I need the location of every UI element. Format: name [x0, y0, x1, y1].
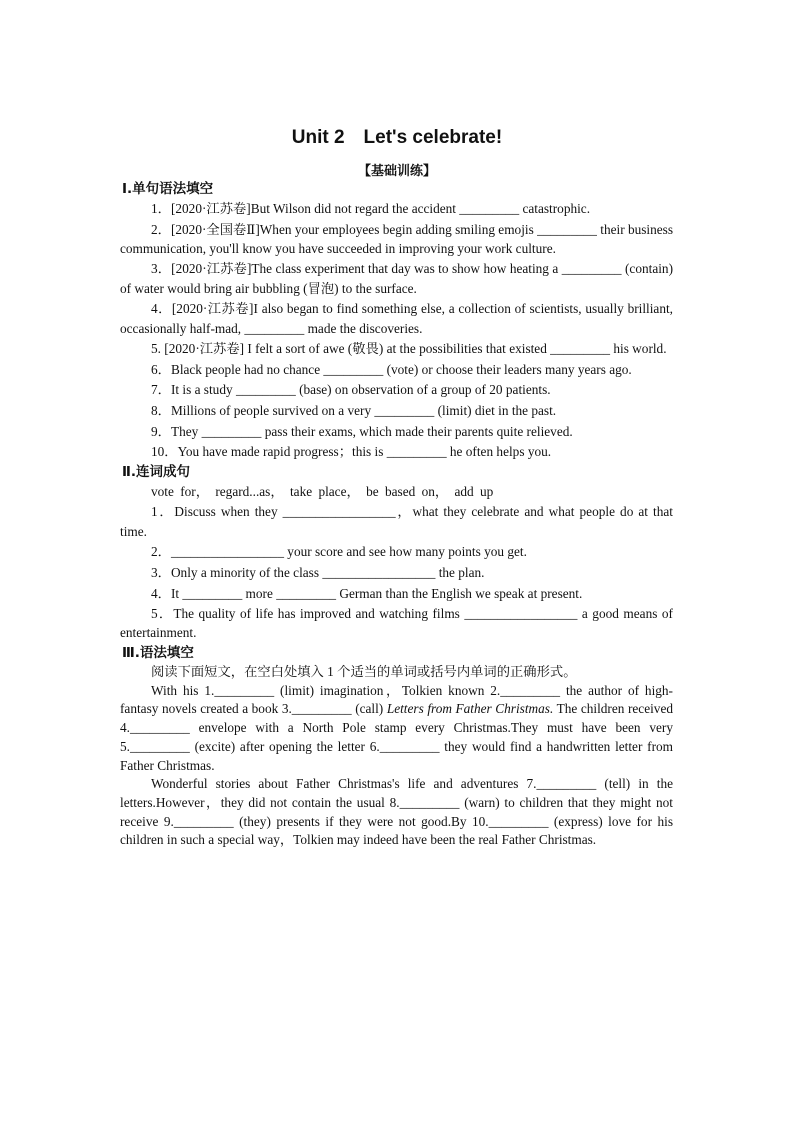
question-item: 10．You have made rapid progress；this is _________ he often helps you. — [151, 444, 552, 460]
passage-paragraph-2: Wonderful stories about Father Christmas's life and adventures 7._________ (tell) in the letters.However，they did not contain the usual 8._________ (warn) to children that they might not receive 9._________ (they) presents if they were not good.By 10._________ (express) love for his children in such a special way，Tolkien may indeed have been the real Father Christmas. — [120, 776, 673, 848]
passage-paragraph-1 — [120, 682, 673, 776]
passage — [120, 663, 673, 850]
question-item: 5. [2020·江苏卷] I felt a sort of awe (敬畏) at the possibilities that existed _________ his world. — [151, 341, 667, 357]
question-item: 7．It is a study _________ (base) on observation of a group of 20 patients. — [151, 382, 551, 398]
question-item: 4．[2020·江苏卷]I also began to find something else, a collection of scientists, usually brilliant, occasionally half-mad, _________ made the discoveries. — [120, 301, 673, 336]
passage-text: The children received 4._________ envelope with a North Pole stamp every Christmas.They must have been very 5._________ (excite) after opening the letter 6._________ they would find a handwritten letter from Father Christmas. — [120, 701, 674, 773]
question-item: 5．The quality of life has improved and watching films _________________ a good means of entertainment. — [120, 606, 673, 641]
question-item: 3．[2020·江苏卷]The class experiment that day was to show how heating a _________ (contain) of water would bring air bubbling (冒泡) to the surface. — [120, 261, 673, 296]
book-title: Letters from Father Christmas. — [386, 701, 554, 717]
question-item: 2．[2020·全国卷Ⅱ]When your employees begin adding smiling emojis _________ their business communication, you'll know you have succeeded in improving your work culture. — [120, 221, 674, 256]
section-heading-sentence-building: Ⅱ.连词成句 — [122, 463, 191, 480]
section-heading-grammar-fill: Ⅰ.单句语法填空 — [122, 181, 214, 197]
worksheet-content — [120, 180, 673, 850]
page-title: Unit 2 Let's celebrate! — [291, 127, 503, 148]
question-item: 1．Discuss when they _________________，what they celebrate and what people do at that time. — [120, 504, 673, 539]
question-item: 4．It _________ more _________ German than the English we speak at present. — [151, 585, 583, 601]
word-bank: vote for， regard...as， take place， be based on， add up — [151, 483, 494, 499]
question-item: 9．They _________ pass their exams, which made their parents quite relieved. — [151, 423, 573, 439]
page-subtitle: 【基础训练】 — [357, 164, 436, 179]
question-item: 1．[2020·江苏卷]But Wilson did not regard the accident _________ catastrophic. — [151, 201, 591, 216]
passage-text: With his 1._________ (limit) imagination，Tolkien known 2._________ the author of high-fantasy novels created a book 3._________ (call) — [120, 682, 673, 717]
question-item: 8．Millions of people survived on a very _________ (limit) diet in the past. — [151, 403, 557, 419]
question-item: 3．Only a minority of the class _________________ the plan. — [151, 564, 485, 580]
section-heading-passage-fill: Ⅲ.语法填空 — [122, 644, 194, 661]
question-item: 2．_________________ your score and see how many points you get. — [151, 544, 527, 560]
passage-instruction: 阅读下面短文，在空白处填入 1 个适当的单词或括号内单词的正确形式。 — [151, 663, 577, 679]
question-item: 6．Black people had no chance _________ (vote) or choose their leaders many years ago. — [151, 361, 632, 377]
